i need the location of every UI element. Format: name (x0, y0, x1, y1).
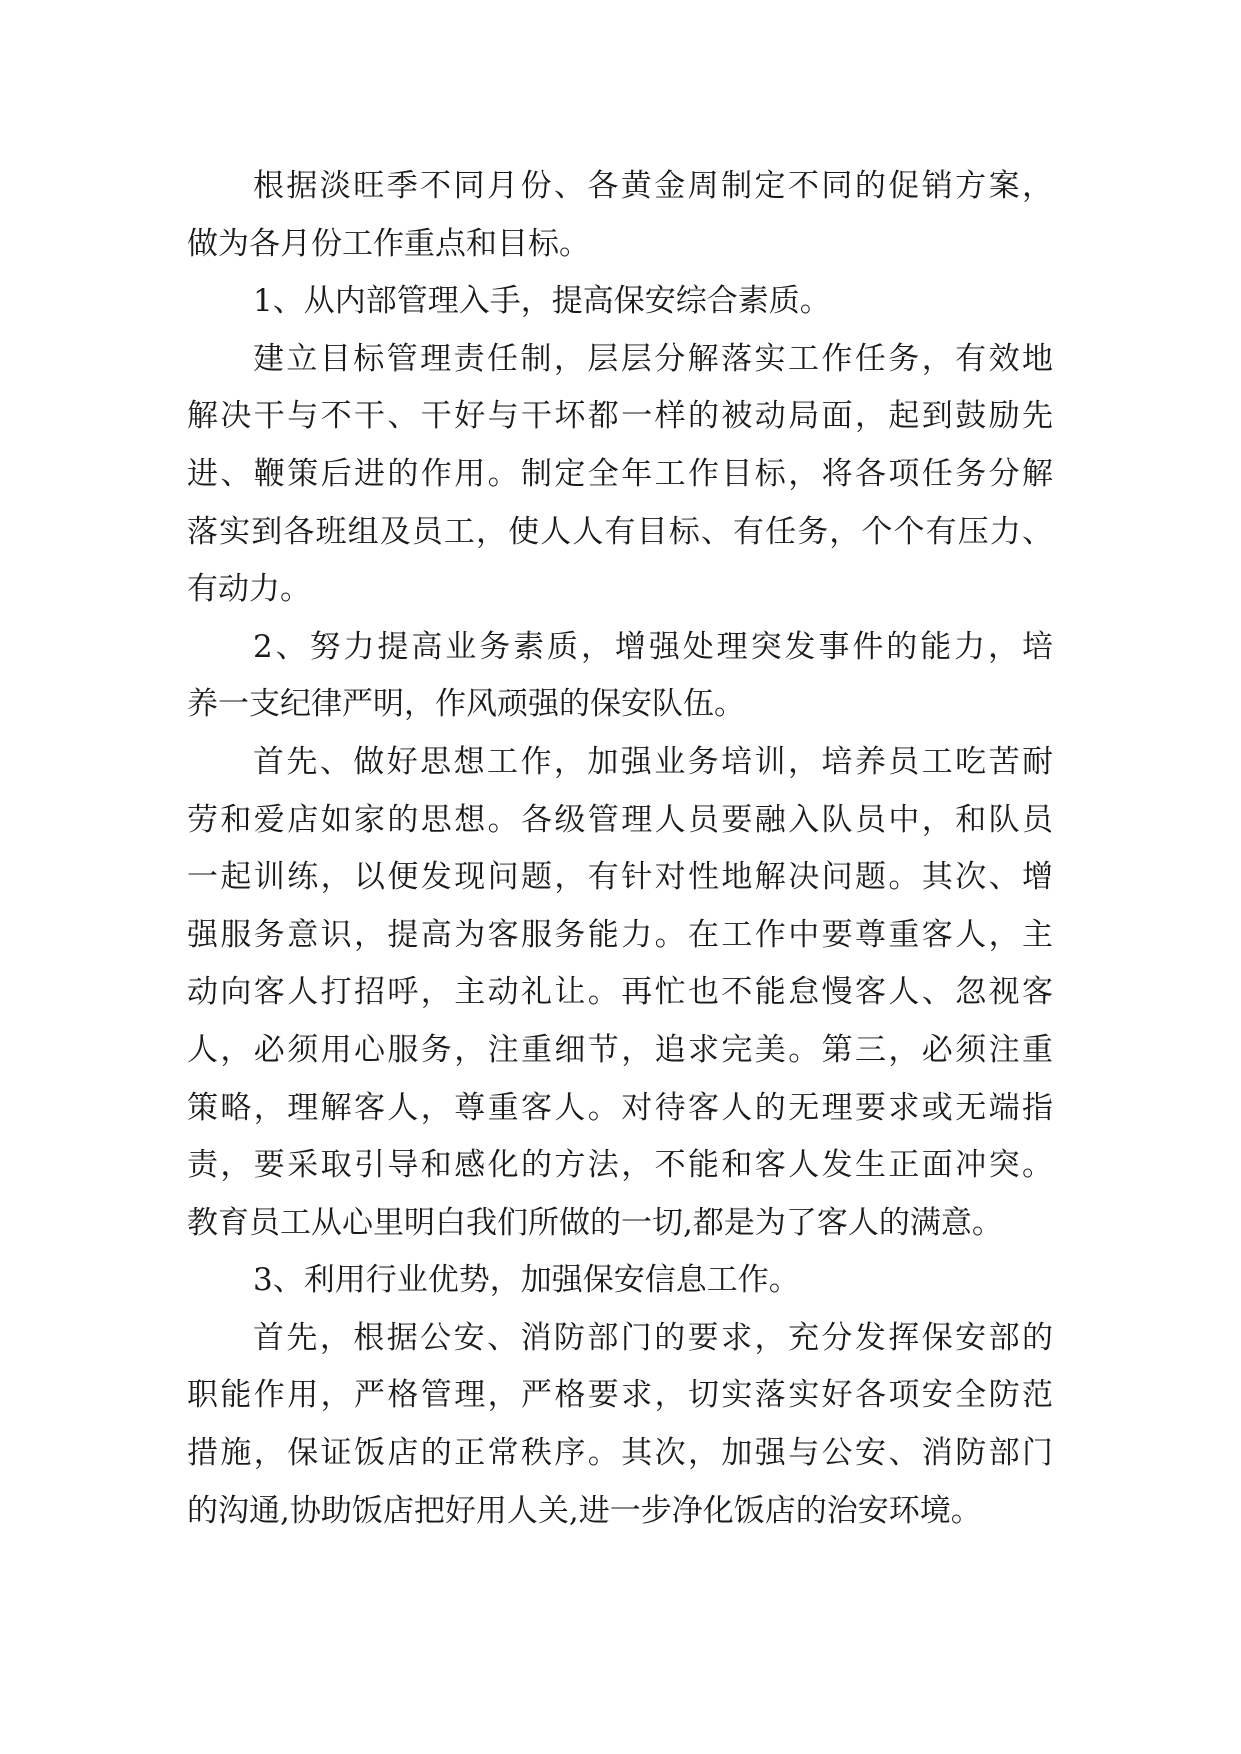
text-line: 有动力。 (187, 571, 311, 608)
text-line: 首先，根据公安、消防部门的要求，充分发挥保安部的 (253, 1319, 1053, 1356)
paragraph (187, 1310, 1053, 1540)
paragraph (187, 734, 1053, 1252)
paragraph (187, 1252, 1053, 1310)
text-line: 动向客人打招呼，主动礼让。再忙也不能怠慢客人、忽视客 (187, 974, 1053, 1011)
text-line: 1、从内部管理入手，提高保安综合素质。 (253, 283, 831, 320)
text-line: 策略，理解客人，尊重客人。对待客人的无理要求或无端指 (187, 1089, 1053, 1126)
document-body (187, 158, 1053, 1540)
paragraph (187, 331, 1053, 619)
text-line: 建立目标管理责任制，层层分解落实工作任务，有效地 (253, 340, 1053, 377)
text-line: 根据淡旺季不同月份、各黄金周制定不同的促销方案， (253, 168, 1053, 204)
text-line: 2、努力提高业务素质，增强处理突发事件的能力，培 (253, 628, 1053, 665)
text-line: 做为各月份工作重点和目标。 (187, 225, 590, 262)
text-line: 解决干与不干、干好与干坏都一样的被动局面，起到鼓励先 (187, 398, 1053, 435)
text-line: 教育员工从心里明白我们所做的一切,都是为了客人的满意。 (187, 1204, 1003, 1241)
text-line: 人，必须用心服务，注重细节，追求完美。第三，必须注重 (187, 1031, 1053, 1068)
text-line: 一起训练，以便发现问题，有针对性地解决问题。其次、增 (187, 859, 1053, 896)
text-line: 落实到各班组及员工，使人人有目标、有任务，个个有压力、 (187, 513, 1053, 550)
text-line: 养一支纪律严明，作风顽强的保安队伍。 (187, 686, 745, 723)
paragraph (187, 158, 1053, 273)
text-line: 职能作用，严格管理，严格要求，切实落实好各项安全防范 (187, 1377, 1053, 1414)
text-line: 责，要采取引导和感化的方法，不能和客人发生正面冲突。 (187, 1147, 1053, 1184)
text-line: 3、利用行业优势，加强保安信息工作。 (253, 1262, 800, 1299)
text-line: 首先、做好思想工作，加强业务培训，培养员工吃苦耐 (253, 743, 1053, 780)
text-line: 强服务意识，提高为客服务能力。在工作中要尊重客人，主 (187, 916, 1053, 953)
text-line: 的沟通,协助饭店把好用人关,进一步净化饭店的治安环境。 (187, 1492, 982, 1529)
text-line: 措施，保证饭店的正常秩序。其次，加强与公安、消防部门 (187, 1435, 1053, 1472)
text-line: 进、鞭策后进的作用。制定全年工作目标，将各项任务分解 (187, 455, 1053, 492)
paragraph (187, 273, 1053, 331)
paragraph (187, 619, 1053, 734)
text-line: 劳和爱店如家的思想。各级管理人员要融入队员中，和队员 (187, 801, 1053, 838)
